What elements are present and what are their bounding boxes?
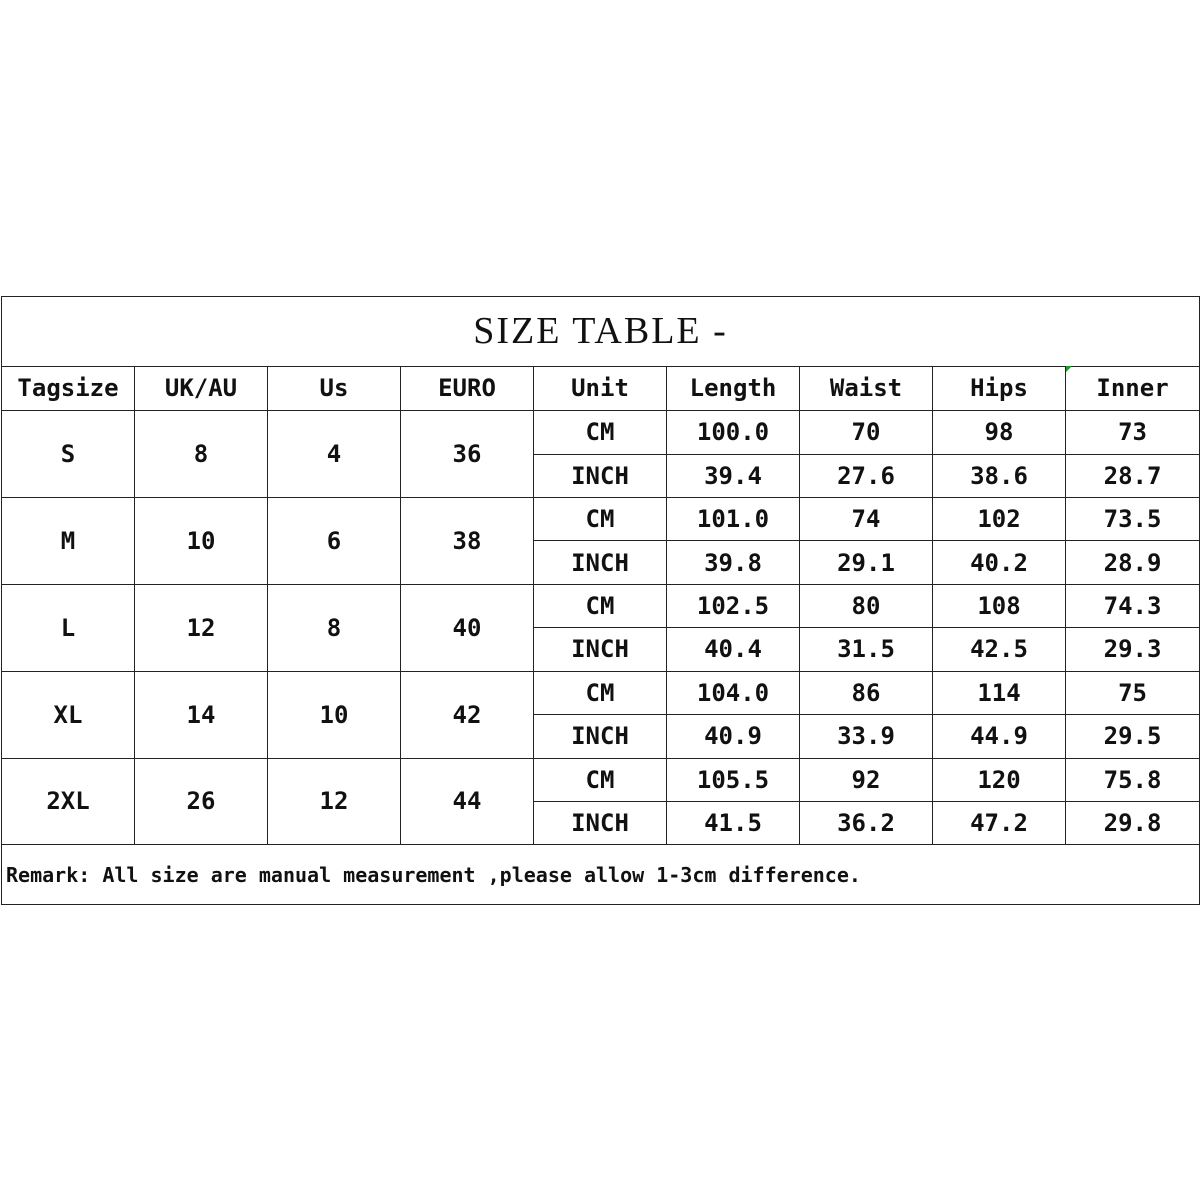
header-hips: Hips [933,366,1066,410]
uk-au-cell: 12 [135,584,268,671]
uk-au-cell: 10 [135,497,268,584]
waist-cell: 27.6 [800,454,933,497]
size-cell: L [2,584,135,671]
euro-cell: 42 [401,671,534,758]
waist-cell: 74 [800,497,933,540]
header-row [2,366,1200,410]
hips-cell: 108 [933,584,1066,627]
header-length: Length [667,366,800,410]
us-cell: 8 [268,584,401,671]
size-cell: XL [2,671,135,758]
table-row [2,411,1200,454]
length-cell: 39.8 [667,541,800,584]
unit-cell: CM [534,497,667,540]
unit-cell: INCH [534,628,667,671]
us-cell: 4 [268,411,401,498]
inner-cell: 73.5 [1066,497,1200,540]
inner-cell: 29.5 [1066,715,1200,758]
euro-cell: 36 [401,411,534,498]
waist-cell: 33.9 [800,715,933,758]
header-uk-au: UK/AU [135,366,268,410]
hips-cell: 98 [933,411,1066,454]
header-euro: EURO [401,366,534,410]
length-cell: 41.5 [667,801,800,844]
length-cell: 40.9 [667,715,800,758]
waist-cell: 86 [800,671,933,714]
remark-text: Remark: All size are manual measurement ,please allow 1-3cm difference. [2,845,1200,905]
inner-cell: 73 [1066,411,1200,454]
unit-cell: CM [534,584,667,627]
length-cell: 104.0 [667,671,800,714]
uk-au-cell: 14 [135,671,268,758]
inner-cell: 74.3 [1066,584,1200,627]
uk-au-cell: 8 [135,411,268,498]
unit-cell: INCH [534,454,667,497]
us-cell: 12 [268,758,401,845]
inner-cell: 29.8 [1066,801,1200,844]
unit-cell: INCH [534,715,667,758]
header-us: Us [268,366,401,410]
euro-cell: 40 [401,584,534,671]
length-cell: 100.0 [667,411,800,454]
table-row [2,497,1200,540]
length-cell: 40.4 [667,628,800,671]
hips-cell: 47.2 [933,801,1066,844]
length-cell: 101.0 [667,497,800,540]
table-row [2,758,1200,801]
unit-cell: CM [534,671,667,714]
size-cell: M [2,497,135,584]
uk-au-cell: 26 [135,758,268,845]
size-cell: 2XL [2,758,135,845]
unit-cell: CM [534,411,667,454]
unit-cell: CM [534,758,667,801]
size-table [1,296,1200,905]
length-cell: 102.5 [667,584,800,627]
size-cell: S [2,411,135,498]
inner-cell: 75.8 [1066,758,1200,801]
unit-cell: INCH [534,541,667,584]
hips-cell: 114 [933,671,1066,714]
hips-cell: 120 [933,758,1066,801]
us-cell: 10 [268,671,401,758]
hips-cell: 102 [933,497,1066,540]
header-inner: Inner [1066,366,1200,410]
hips-cell: 44.9 [933,715,1066,758]
hips-cell: 42.5 [933,628,1066,671]
euro-cell: 44 [401,758,534,845]
length-cell: 39.4 [667,454,800,497]
header-unit: Unit [534,366,667,410]
waist-cell: 31.5 [800,628,933,671]
inner-cell: 28.7 [1066,454,1200,497]
unit-cell: INCH [534,801,667,844]
us-cell: 6 [268,497,401,584]
table-title: SIZE TABLE - [2,297,1200,367]
header-tagsize: Tagsize [2,366,135,410]
euro-cell: 38 [401,497,534,584]
table-row [2,671,1200,714]
table-row [2,584,1200,627]
header-waist: Waist [800,366,933,410]
waist-cell: 80 [800,584,933,627]
inner-cell: 28.9 [1066,541,1200,584]
length-cell: 105.5 [667,758,800,801]
waist-cell: 29.1 [800,541,933,584]
waist-cell: 36.2 [800,801,933,844]
inner-cell: 75 [1066,671,1200,714]
waist-cell: 70 [800,411,933,454]
corner-mark [1066,366,1072,372]
inner-cell: 29.3 [1066,628,1200,671]
waist-cell: 92 [800,758,933,801]
hips-cell: 40.2 [933,541,1066,584]
hips-cell: 38.6 [933,454,1066,497]
